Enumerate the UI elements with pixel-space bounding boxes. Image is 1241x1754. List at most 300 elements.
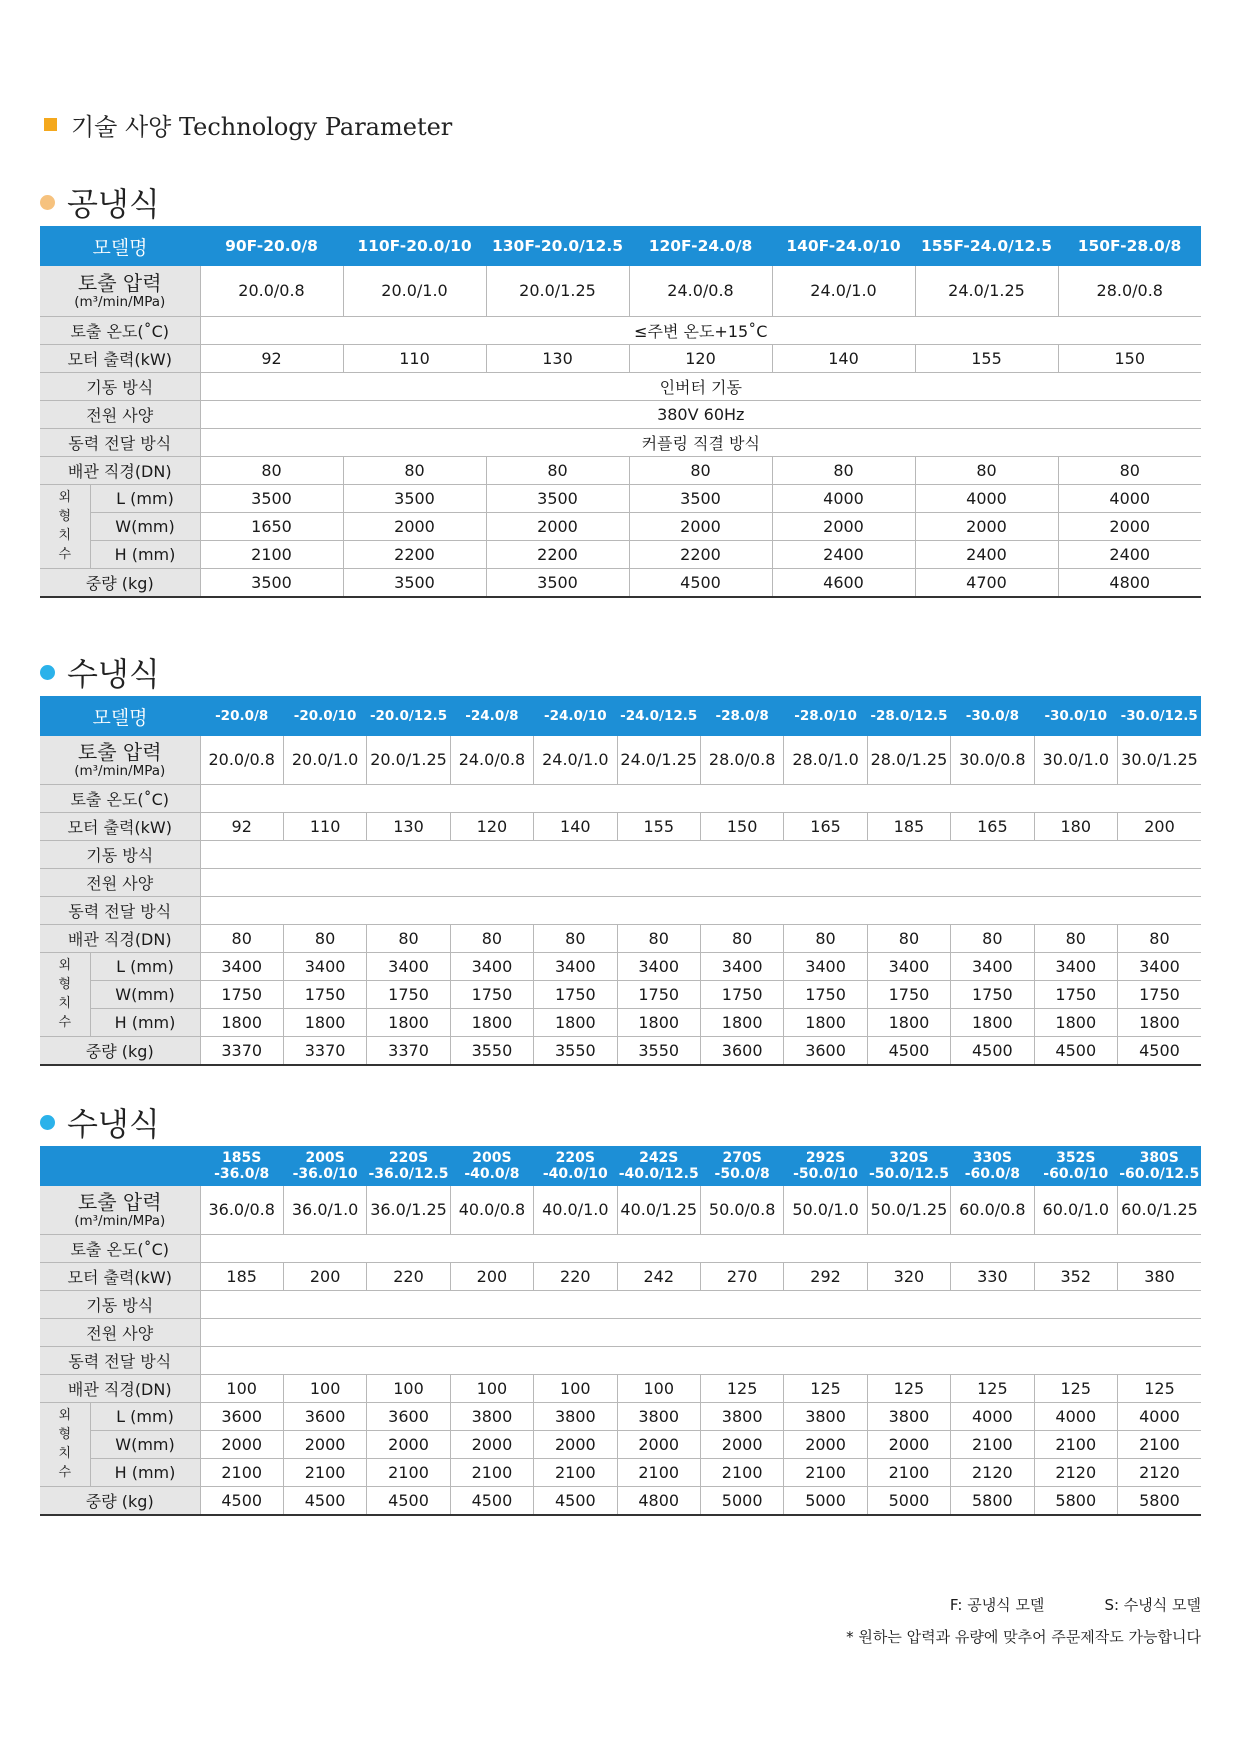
length-label: L (mm) xyxy=(90,952,200,980)
row-pressure xyxy=(40,736,1201,784)
motor-cell: 242 xyxy=(617,1262,700,1290)
row-weight xyxy=(40,1486,1201,1515)
weight-cell: 5000 xyxy=(700,1486,783,1515)
motor-cell: 185 xyxy=(867,812,950,840)
weight-cell: 3550 xyxy=(617,1036,700,1065)
row-length xyxy=(40,484,1201,512)
pressure-cell: 24.0/1.25 xyxy=(617,736,700,784)
pipe-cell: 80 xyxy=(629,456,772,484)
model-name: 270S -50.0/8 xyxy=(700,1146,783,1186)
model-header: 모델명 xyxy=(40,226,200,266)
width-cell: 2000 xyxy=(1058,512,1201,540)
height-cell: 2100 xyxy=(784,1458,867,1486)
pressure-cell: 28.0/1.0 xyxy=(784,736,867,784)
length-cell: 3600 xyxy=(200,1402,283,1430)
pipe-cell: 80 xyxy=(200,924,283,952)
pressure-cell: 28.0/0.8 xyxy=(1058,266,1201,316)
pressure-cell: 30.0/0.8 xyxy=(951,736,1034,784)
length-cell: 3400 xyxy=(283,952,366,980)
row-temp xyxy=(40,316,1201,344)
start-label: 기동 방식 xyxy=(40,372,200,400)
pressure-cell: 20.0/1.0 xyxy=(343,266,486,316)
length-cell: 4000 xyxy=(951,1402,1034,1430)
square-bullet-icon xyxy=(44,118,57,131)
weight-cell: 4600 xyxy=(772,568,915,597)
height-label: H (mm) xyxy=(90,540,200,568)
height-label: H (mm) xyxy=(90,1458,200,1486)
model-name: -24.0/10 xyxy=(534,696,617,736)
model-name: -20.0/12.5 xyxy=(367,696,450,736)
model-name: 185S -36.0/8 xyxy=(200,1146,283,1186)
pipe-cell: 100 xyxy=(534,1374,617,1402)
pressure-cell: 50.0/0.8 xyxy=(700,1186,783,1234)
motor-label: 모터 출력(kW) xyxy=(40,344,200,372)
width-cell: 2000 xyxy=(915,512,1058,540)
pipe-cell: 80 xyxy=(1034,924,1117,952)
model-name: 200S -36.0/10 xyxy=(283,1146,366,1186)
pipe-label: 배관 직경(DN) xyxy=(40,924,200,952)
start-label: 기동 방식 xyxy=(40,840,200,868)
row-drive xyxy=(40,1346,1201,1374)
width-cell: 2000 xyxy=(867,1430,950,1458)
model-name: 150F-28.0/8 xyxy=(1058,226,1201,266)
weight-cell: 4500 xyxy=(534,1486,617,1515)
motor-cell: 220 xyxy=(367,1262,450,1290)
pipe-cell: 80 xyxy=(915,456,1058,484)
pipe-label: 배관 직경(DN) xyxy=(40,1374,200,1402)
width-cell: 1750 xyxy=(367,980,450,1008)
pipe-cell: 80 xyxy=(617,924,700,952)
width-cell: 2000 xyxy=(629,512,772,540)
pipe-cell: 100 xyxy=(200,1374,283,1402)
model-name: -20.0/10 xyxy=(283,696,366,736)
weight-cell: 4700 xyxy=(915,568,1058,597)
height-cell: 1800 xyxy=(1034,1008,1117,1036)
weight-cell: 3500 xyxy=(486,568,629,597)
pressure-cell: 36.0/1.0 xyxy=(283,1186,366,1234)
row-weight xyxy=(40,568,1201,597)
blue-dot-icon xyxy=(40,665,55,680)
weight-label: 중량 (kg) xyxy=(40,568,200,597)
height-cell: 1800 xyxy=(200,1008,283,1036)
height-label: H (mm) xyxy=(90,1008,200,1036)
pressure-cell: 40.0/1.0 xyxy=(534,1186,617,1234)
length-cell: 3800 xyxy=(867,1402,950,1430)
height-cell: 2200 xyxy=(629,540,772,568)
motor-cell: 140 xyxy=(772,344,915,372)
pressure-label: 토출 압력 (m³/min/MPa) xyxy=(40,1186,200,1234)
height-cell: 1800 xyxy=(700,1008,783,1036)
width-cell: 2000 xyxy=(784,1430,867,1458)
motor-cell: 130 xyxy=(486,344,629,372)
height-cell: 2400 xyxy=(772,540,915,568)
weight-cell: 5000 xyxy=(867,1486,950,1515)
spec-table-air-cooled xyxy=(40,226,1201,598)
model-name: -24.0/8 xyxy=(450,696,533,736)
model-name: 200S -40.0/8 xyxy=(450,1146,533,1186)
dimension-label: 외 형 치 수 xyxy=(40,952,90,1036)
height-cell: 2100 xyxy=(283,1458,366,1486)
row-drive xyxy=(40,428,1201,456)
row-motor xyxy=(40,1262,1201,1290)
width-cell: 2000 xyxy=(486,512,629,540)
model-name: -28.0/12.5 xyxy=(867,696,950,736)
motor-cell: 165 xyxy=(951,812,1034,840)
drive-value xyxy=(200,896,1201,924)
start-value xyxy=(200,1290,1201,1318)
model-name: 110F-20.0/10 xyxy=(343,226,486,266)
model-name: -28.0/10 xyxy=(784,696,867,736)
height-cell: 2100 xyxy=(534,1458,617,1486)
length-cell: 3800 xyxy=(784,1402,867,1430)
temp-label: 토출 온도(˚C) xyxy=(40,784,200,812)
width-cell: 1750 xyxy=(617,980,700,1008)
length-cell: 3500 xyxy=(486,484,629,512)
model-name: 320S -50.0/12.5 xyxy=(867,1146,950,1186)
section-title-water-cooled: 수냉식 xyxy=(40,1100,160,1144)
pipe-cell: 80 xyxy=(784,924,867,952)
model-legend xyxy=(950,1594,1201,1615)
row-start xyxy=(40,372,1201,400)
length-cell: 3500 xyxy=(629,484,772,512)
model-header xyxy=(40,1146,200,1186)
power-value xyxy=(200,1318,1201,1346)
pipe-cell: 80 xyxy=(450,924,533,952)
pipe-label: 배관 직경(DN) xyxy=(40,456,200,484)
pipe-cell: 125 xyxy=(951,1374,1034,1402)
weight-cell: 3600 xyxy=(700,1036,783,1065)
drive-value xyxy=(200,1346,1201,1374)
pressure-cell: 20.0/1.25 xyxy=(486,266,629,316)
page-title: 기술 사양 Technology Parameter xyxy=(71,112,453,141)
model-name: -24.0/12.5 xyxy=(617,696,700,736)
motor-cell: 185 xyxy=(200,1262,283,1290)
length-cell: 3400 xyxy=(200,952,283,980)
length-cell: 4000 xyxy=(1034,1402,1117,1430)
row-pipe xyxy=(40,456,1201,484)
weight-cell: 4500 xyxy=(951,1036,1034,1065)
weight-cell: 5800 xyxy=(1117,1486,1201,1515)
width-cell: 2000 xyxy=(367,1430,450,1458)
motor-cell: 220 xyxy=(534,1262,617,1290)
width-cell: 2000 xyxy=(700,1430,783,1458)
motor-cell: 200 xyxy=(450,1262,533,1290)
width-cell: 1750 xyxy=(951,980,1034,1008)
height-cell: 2200 xyxy=(343,540,486,568)
weight-cell: 3550 xyxy=(450,1036,533,1065)
power-value xyxy=(200,868,1201,896)
height-cell: 2400 xyxy=(915,540,1058,568)
f-model-legend: F: 공냉식 모델 xyxy=(949,1596,1045,1614)
dimension-label: 외 형 치 수 xyxy=(40,1402,90,1486)
power-value: 380V 60Hz xyxy=(200,400,1201,428)
row-temp xyxy=(40,784,1201,812)
weight-cell: 4500 xyxy=(200,1486,283,1515)
pipe-cell: 100 xyxy=(617,1374,700,1402)
height-cell: 1800 xyxy=(283,1008,366,1036)
drive-label: 동력 전달 방식 xyxy=(40,428,200,456)
pressure-cell: 50.0/1.25 xyxy=(867,1186,950,1234)
motor-cell: 150 xyxy=(1058,344,1201,372)
model-name: 130F-20.0/12.5 xyxy=(486,226,629,266)
width-cell: 1750 xyxy=(784,980,867,1008)
height-cell: 1800 xyxy=(450,1008,533,1036)
width-cell: 2000 xyxy=(617,1430,700,1458)
weight-cell: 3370 xyxy=(367,1036,450,1065)
model-name: 242S -40.0/12.5 xyxy=(617,1146,700,1186)
pipe-cell: 80 xyxy=(486,456,629,484)
pressure-cell: 20.0/0.8 xyxy=(200,266,343,316)
row-height xyxy=(40,1458,1201,1486)
pipe-cell: 80 xyxy=(1058,456,1201,484)
row-height xyxy=(40,540,1201,568)
pressure-cell: 20.0/1.0 xyxy=(283,736,366,784)
length-cell: 3400 xyxy=(784,952,867,980)
height-cell: 1800 xyxy=(951,1008,1034,1036)
model-name: 330S -60.0/8 xyxy=(951,1146,1034,1186)
section-title-water-cooled: 수냉식 xyxy=(40,650,160,694)
width-cell: 2000 xyxy=(450,1430,533,1458)
model-name: -28.0/8 xyxy=(700,696,783,736)
row-pipe xyxy=(40,1374,1201,1402)
height-cell: 2100 xyxy=(617,1458,700,1486)
pressure-cell: 50.0/1.0 xyxy=(784,1186,867,1234)
row-temp xyxy=(40,1234,1201,1262)
pressure-cell: 60.0/0.8 xyxy=(951,1186,1034,1234)
pipe-cell: 100 xyxy=(367,1374,450,1402)
weight-cell: 4800 xyxy=(1058,568,1201,597)
length-cell: 4000 xyxy=(1058,484,1201,512)
length-cell: 3400 xyxy=(617,952,700,980)
length-cell: 3800 xyxy=(700,1402,783,1430)
pipe-cell: 80 xyxy=(1117,924,1201,952)
pressure-cell: 20.0/0.8 xyxy=(200,736,283,784)
row-start xyxy=(40,840,1201,868)
row-width xyxy=(40,980,1201,1008)
orange-dot-icon xyxy=(40,195,55,210)
width-cell: 2100 xyxy=(1117,1430,1201,1458)
model-name: 292S -50.0/10 xyxy=(784,1146,867,1186)
row-height xyxy=(40,1008,1201,1036)
model-header: 모델명 xyxy=(40,696,200,736)
width-cell: 1750 xyxy=(867,980,950,1008)
length-cell: 3500 xyxy=(343,484,486,512)
model-name: -30.0/10 xyxy=(1034,696,1117,736)
model-name: 352S -60.0/10 xyxy=(1034,1146,1117,1186)
width-cell: 2000 xyxy=(534,1430,617,1458)
custom-order-note: * 원하는 압력과 유량에 맞추어 주문제작도 가능합니다 xyxy=(846,1628,1201,1646)
length-cell: 3800 xyxy=(450,1402,533,1430)
weight-cell: 4500 xyxy=(867,1036,950,1065)
pipe-cell: 80 xyxy=(951,924,1034,952)
motor-cell: 92 xyxy=(200,812,283,840)
length-cell: 4000 xyxy=(772,484,915,512)
pressure-label: 토출 압력 (m³/min/MPa) xyxy=(40,736,200,784)
width-cell: 1750 xyxy=(700,980,783,1008)
width-cell: 2000 xyxy=(772,512,915,540)
motor-cell: 200 xyxy=(1117,812,1201,840)
start-value xyxy=(200,840,1201,868)
height-cell: 1800 xyxy=(1117,1008,1201,1036)
pressure-cell: 36.0/0.8 xyxy=(200,1186,283,1234)
weight-label: 중량 (kg) xyxy=(40,1486,200,1515)
motor-cell: 352 xyxy=(1034,1262,1117,1290)
motor-cell: 330 xyxy=(951,1262,1034,1290)
motor-cell: 130 xyxy=(367,812,450,840)
width-cell: 1750 xyxy=(534,980,617,1008)
height-cell: 1800 xyxy=(367,1008,450,1036)
weight-cell: 3600 xyxy=(784,1036,867,1065)
pressure-cell: 60.0/1.25 xyxy=(1117,1186,1201,1234)
height-cell: 2100 xyxy=(200,1458,283,1486)
model-name: -20.0/8 xyxy=(200,696,283,736)
length-cell: 3400 xyxy=(367,952,450,980)
row-power xyxy=(40,1318,1201,1346)
pressure-cell: 28.0/1.25 xyxy=(867,736,950,784)
pressure-label: 토출 압력 (m³/min/MPa) xyxy=(40,266,200,316)
height-cell: 1800 xyxy=(617,1008,700,1036)
drive-label: 동력 전달 방식 xyxy=(40,1346,200,1374)
model-name: 120F-24.0/8 xyxy=(629,226,772,266)
motor-cell: 110 xyxy=(343,344,486,372)
row-width xyxy=(40,1430,1201,1458)
row-power xyxy=(40,868,1201,896)
row-motor xyxy=(40,812,1201,840)
power-label: 전원 사양 xyxy=(40,400,200,428)
height-cell: 2100 xyxy=(867,1458,950,1486)
section-title-air-cooled: 공냉식 xyxy=(40,180,160,224)
pipe-cell: 80 xyxy=(772,456,915,484)
weight-cell: 3550 xyxy=(534,1036,617,1065)
model-name: 90F-20.0/8 xyxy=(200,226,343,266)
length-label: L (mm) xyxy=(90,1402,200,1430)
pressure-cell: 24.0/1.25 xyxy=(915,266,1058,316)
height-cell: 1800 xyxy=(534,1008,617,1036)
weight-cell: 4500 xyxy=(450,1486,533,1515)
motor-cell: 92 xyxy=(200,344,343,372)
pressure-cell: 36.0/1.25 xyxy=(367,1186,450,1234)
model-name: -30.0/12.5 xyxy=(1117,696,1201,736)
pipe-cell: 80 xyxy=(343,456,486,484)
height-cell: 2200 xyxy=(486,540,629,568)
row-pressure xyxy=(40,1186,1201,1234)
start-value: 인버터 기동 xyxy=(200,372,1201,400)
motor-cell: 165 xyxy=(784,812,867,840)
pressure-cell: 40.0/0.8 xyxy=(450,1186,533,1234)
motor-cell: 155 xyxy=(915,344,1058,372)
height-cell: 2100 xyxy=(367,1458,450,1486)
length-cell: 3500 xyxy=(200,484,343,512)
start-label: 기동 방식 xyxy=(40,1290,200,1318)
weight-cell: 4500 xyxy=(367,1486,450,1515)
weight-cell: 4800 xyxy=(617,1486,700,1515)
pressure-cell: 60.0/1.0 xyxy=(1034,1186,1117,1234)
weight-cell: 5000 xyxy=(784,1486,867,1515)
motor-cell: 320 xyxy=(867,1262,950,1290)
pipe-cell: 125 xyxy=(784,1374,867,1402)
weight-cell: 4500 xyxy=(1034,1036,1117,1065)
motor-label: 모터 출력(kW) xyxy=(40,1262,200,1290)
width-cell: 2000 xyxy=(283,1430,366,1458)
model-name: 380S -60.0/12.5 xyxy=(1117,1146,1201,1186)
pressure-cell: 20.0/1.25 xyxy=(367,736,450,784)
length-cell: 3400 xyxy=(1034,952,1117,980)
motor-cell: 155 xyxy=(617,812,700,840)
row-drive xyxy=(40,896,1201,924)
height-cell: 2120 xyxy=(1034,1458,1117,1486)
blue-dot-icon xyxy=(40,1115,55,1130)
motor-cell: 110 xyxy=(283,812,366,840)
length-cell: 3600 xyxy=(283,1402,366,1430)
temp-label: 토출 온도(˚C) xyxy=(40,316,200,344)
pipe-cell: 80 xyxy=(283,924,366,952)
width-cell: 1750 xyxy=(200,980,283,1008)
height-cell: 2100 xyxy=(450,1458,533,1486)
temp-label: 토출 온도(˚C) xyxy=(40,1234,200,1262)
weight-cell: 4500 xyxy=(283,1486,366,1515)
dimension-label: 외 형 치 수 xyxy=(40,484,90,568)
pipe-cell: 80 xyxy=(700,924,783,952)
weight-cell: 3500 xyxy=(200,568,343,597)
power-label: 전원 사양 xyxy=(40,868,200,896)
spec-table-water-cooled-1 xyxy=(40,696,1201,1066)
motor-cell: 140 xyxy=(534,812,617,840)
length-cell: 3800 xyxy=(534,1402,617,1430)
height-cell: 2120 xyxy=(951,1458,1034,1486)
pipe-cell: 125 xyxy=(1034,1374,1117,1402)
pipe-cell: 80 xyxy=(367,924,450,952)
weight-cell: 5800 xyxy=(951,1486,1034,1515)
motor-cell: 120 xyxy=(450,812,533,840)
row-start xyxy=(40,1290,1201,1318)
length-cell: 3800 xyxy=(617,1402,700,1430)
height-cell: 2100 xyxy=(700,1458,783,1486)
width-cell: 1750 xyxy=(1034,980,1117,1008)
pipe-cell: 80 xyxy=(867,924,950,952)
motor-label: 모터 출력(kW) xyxy=(40,812,200,840)
width-cell: 2000 xyxy=(200,1430,283,1458)
width-cell: 2100 xyxy=(951,1430,1034,1458)
length-cell: 4000 xyxy=(915,484,1058,512)
width-label: W(mm) xyxy=(90,980,200,1008)
height-cell: 1800 xyxy=(867,1008,950,1036)
pressure-cell: 24.0/1.0 xyxy=(772,266,915,316)
weight-cell: 4500 xyxy=(629,568,772,597)
length-cell: 3400 xyxy=(700,952,783,980)
length-cell: 3600 xyxy=(367,1402,450,1430)
width-cell: 1650 xyxy=(200,512,343,540)
length-cell: 3400 xyxy=(867,952,950,980)
motor-cell: 292 xyxy=(784,1262,867,1290)
height-cell: 1800 xyxy=(784,1008,867,1036)
pipe-cell: 100 xyxy=(450,1374,533,1402)
pipe-cell: 100 xyxy=(283,1374,366,1402)
width-cell: 1750 xyxy=(1117,980,1201,1008)
temp-value xyxy=(200,784,1201,812)
pipe-cell: 125 xyxy=(700,1374,783,1402)
width-cell: 2100 xyxy=(1034,1430,1117,1458)
length-cell: 3400 xyxy=(1117,952,1201,980)
row-pipe xyxy=(40,924,1201,952)
pressure-cell: 28.0/0.8 xyxy=(700,736,783,784)
width-label: W(mm) xyxy=(90,512,200,540)
pipe-cell: 125 xyxy=(867,1374,950,1402)
width-cell: 1750 xyxy=(283,980,366,1008)
pressure-cell: 30.0/1.0 xyxy=(1034,736,1117,784)
pressure-cell: 30.0/1.25 xyxy=(1117,736,1201,784)
pressure-cell: 24.0/0.8 xyxy=(629,266,772,316)
model-name: 140F-24.0/10 xyxy=(772,226,915,266)
